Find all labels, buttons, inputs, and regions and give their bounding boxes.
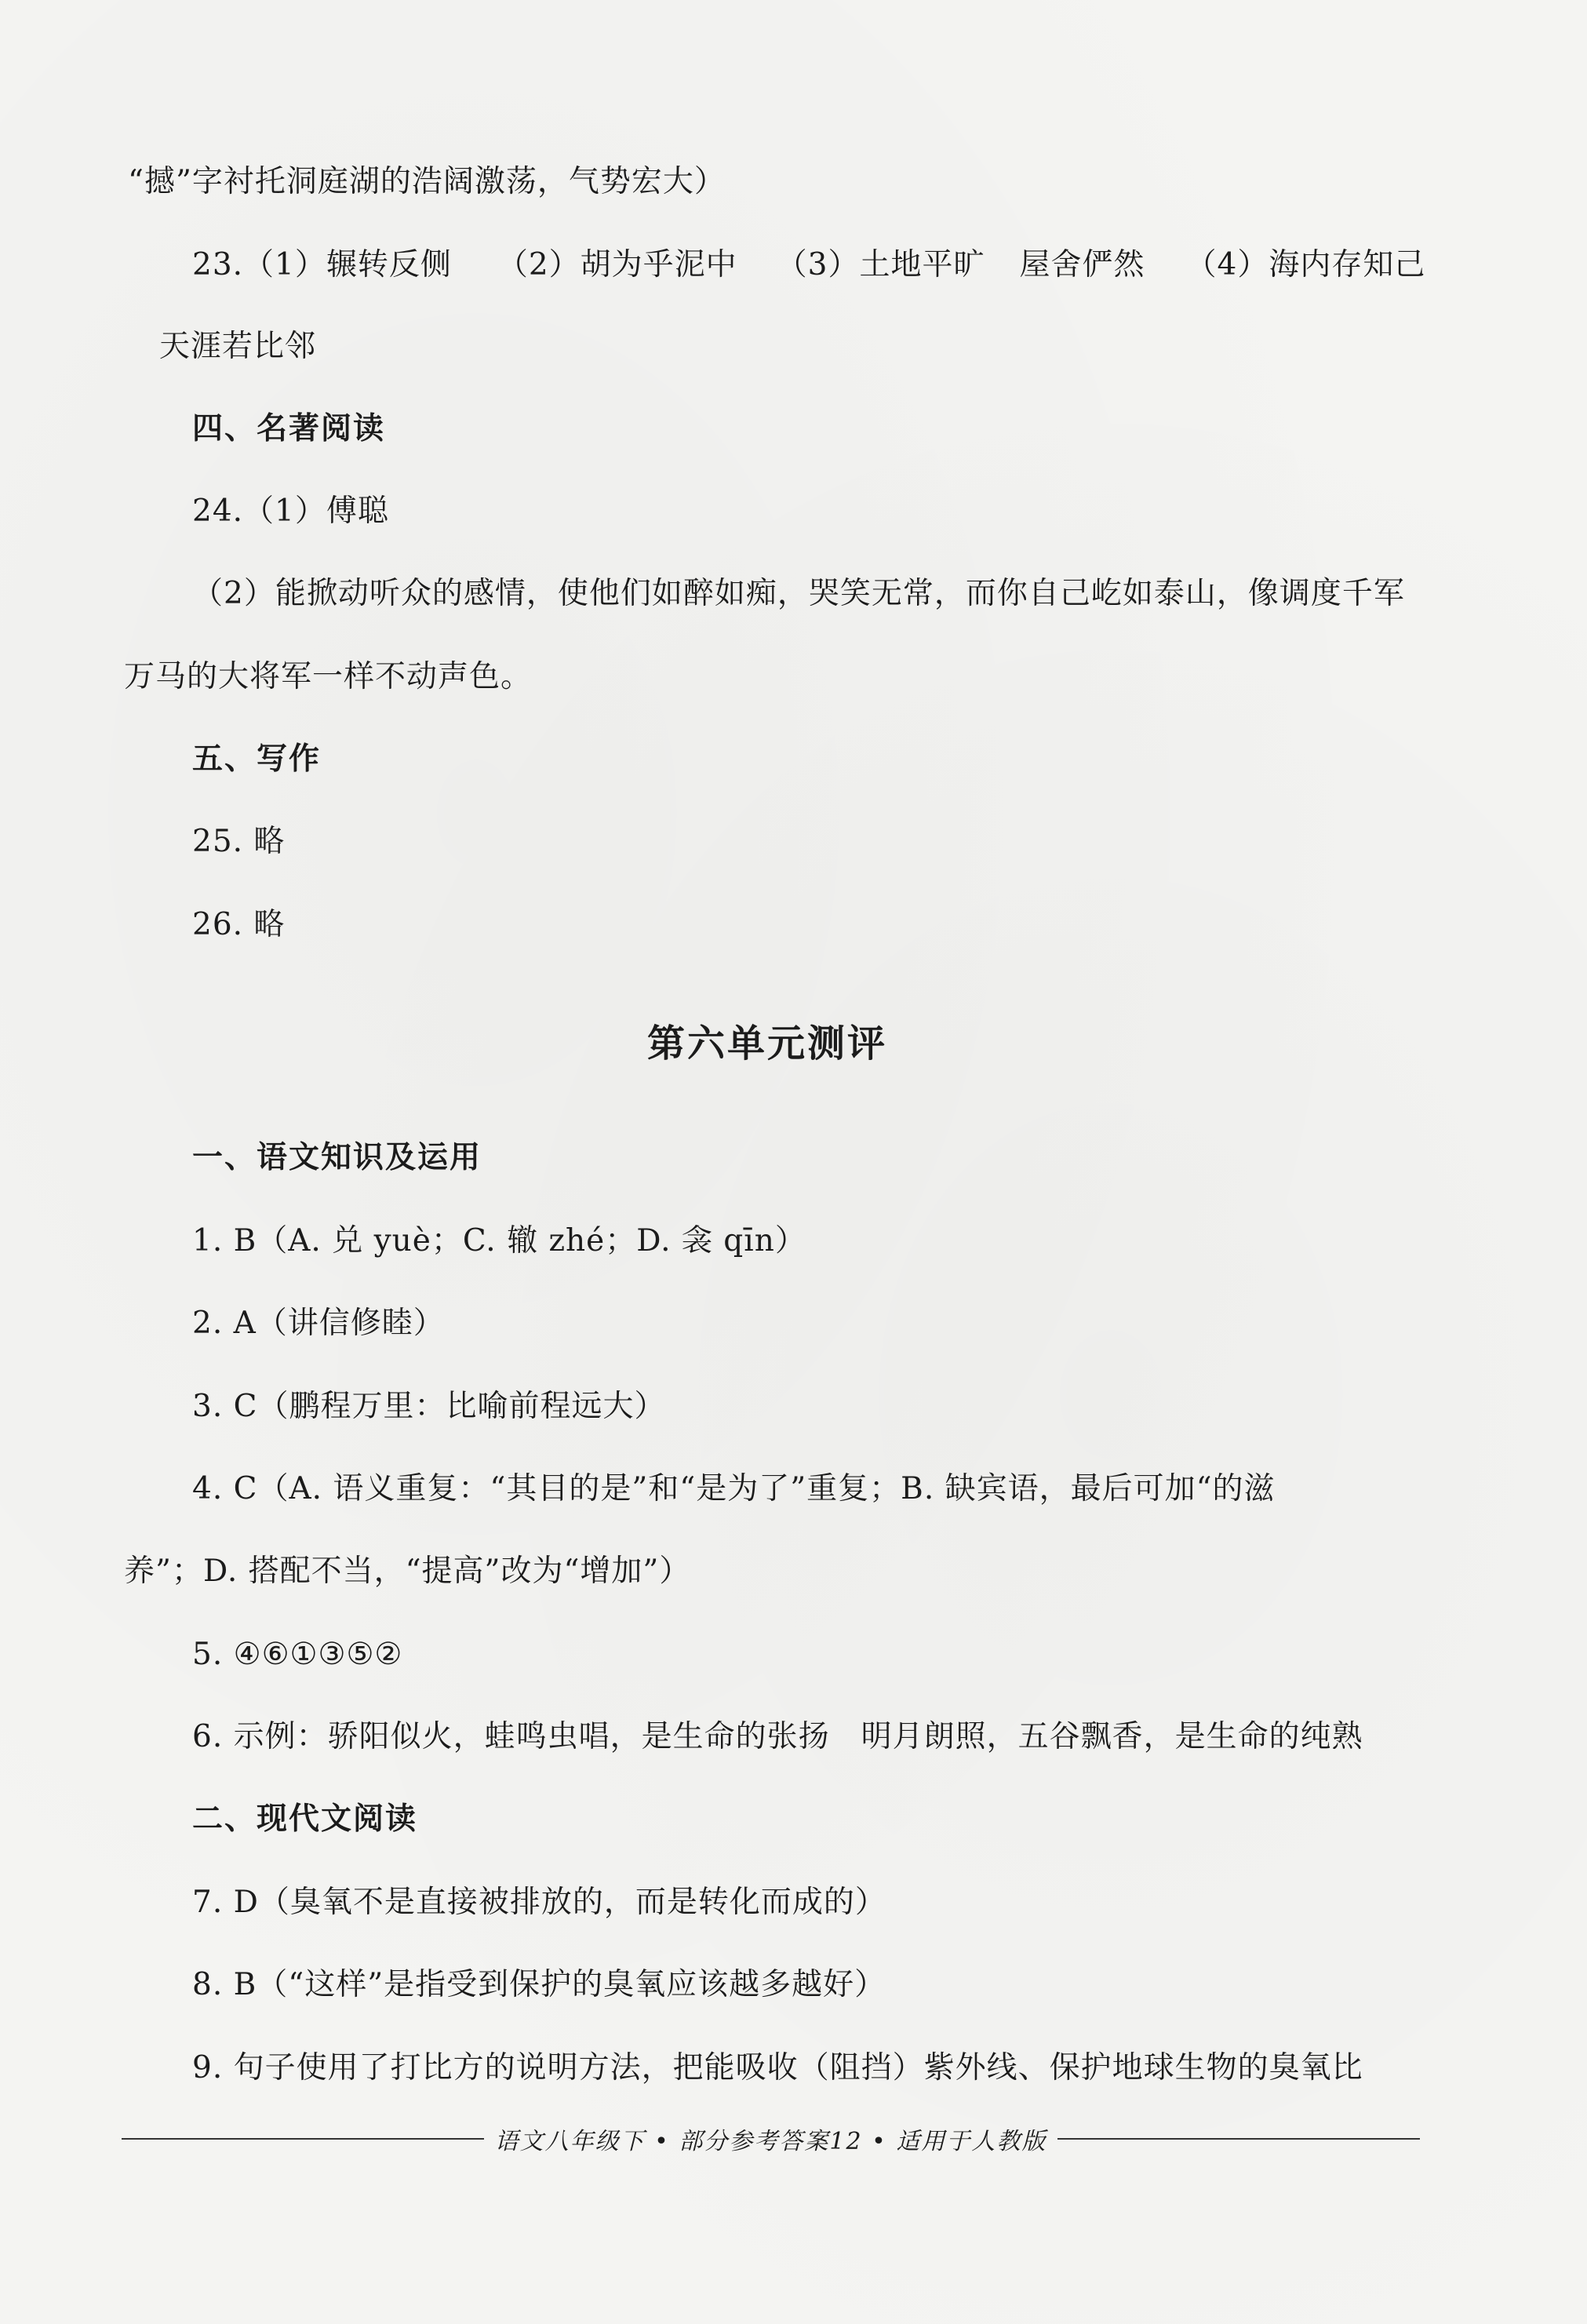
section-heading: 一、语文知识及运用: [192, 1140, 482, 1175]
answer-2: 2. A（讲信修睦）: [192, 1306, 445, 1341]
answer-6-part2: 明月朗照，五谷飘香，是生命的纯熟: [861, 1719, 1363, 1754]
answer-23-part3: （3）土地平旷: [776, 247, 985, 282]
footer-rule-right: [1057, 2138, 1420, 2140]
answer-6-part1: 6. 示例：骄阳似火，蛙鸣虫唱，是生命的张扬: [192, 1719, 830, 1754]
answer-8: 8. B（“这样”是指受到保护的臭氧应该越多越好）: [192, 1967, 886, 2002]
section-heading: 五、写作: [192, 741, 322, 777]
section-heading: 四、名著阅读: [192, 411, 386, 446]
unit-title: 第六单元测评: [647, 1022, 888, 1065]
answer-23-part1: 23.（1）辗转反侧: [192, 247, 452, 282]
answer-23-line: [192, 245, 1425, 286]
answer-line: 天涯若比邻: [159, 329, 317, 364]
answer-line: “撼”字衬托洞庭湖的浩阔激荡，气势宏大）: [128, 164, 726, 199]
answer-23-part3b: 屋舍俨然: [1019, 247, 1145, 282]
answer-line: 万马的大将军一样不动声色。: [124, 659, 533, 694]
answer-24-2: （2）能掀动听众的感情，使他们如醉如痴，哭笑无常，而你自己屹如泰山，像调度千军: [192, 576, 1405, 611]
footer-rule-left: [122, 2138, 484, 2140]
answer-25: 25. 略: [192, 824, 286, 859]
page-footer: [122, 2122, 1420, 2156]
answer-3: 3. C（鹏程万里：比喻前程远大）: [192, 1389, 666, 1424]
answer-26: 26. 略: [192, 907, 286, 942]
answer-4: 4. C（A. 语义重复：“其目的是”和“是为了”重复；B. 缺宾语，最后可加“的滋: [192, 1471, 1276, 1506]
answer-7: 7. D（臭氧不是直接被排放的，而是转化而成的）: [192, 1885, 886, 1920]
answer-4-cont: 养”；D. 搭配不当，“提高”改为“增加”）: [124, 1554, 691, 1589]
answer-24-1: 24.（1）傅聪: [192, 494, 389, 529]
answer-6: [192, 1717, 1363, 1758]
footer-text: 语文八年级下 • 部分参考答案12 • 适用于人教版: [494, 2128, 1047, 2155]
answer-23-part4: （4）海内存知己: [1185, 247, 1426, 282]
answer-1: 1. B（A. 兑 yuè；C. 辙 zhé；D. 衾 qīn）: [192, 1223, 806, 1259]
answer-5: 5. ④⑥①③⑤②: [192, 1637, 403, 1672]
section-heading: 二、现代文阅读: [192, 1801, 418, 1837]
answer-23-part2: （2）胡为乎泥中: [497, 247, 737, 282]
answer-9: 9. 句子使用了打比方的说明方法，把能吸收（阻挡）紫外线、保护地球生物的臭氧比: [192, 2050, 1363, 2085]
